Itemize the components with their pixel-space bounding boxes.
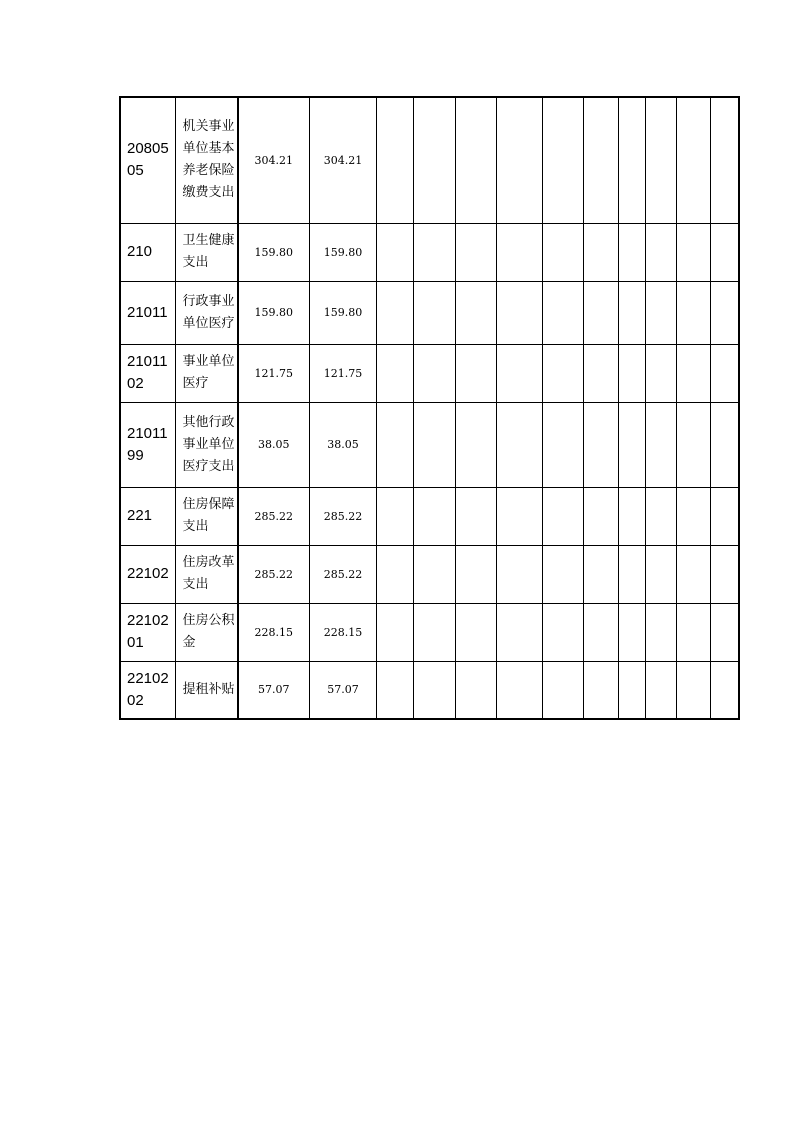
total-amount-cell: 285.22: [238, 487, 310, 545]
basic-amount-cell: 304.21: [310, 97, 377, 223]
basic-amount-cell: 285.22: [310, 545, 377, 603]
empty-amount-cell: [543, 603, 584, 661]
empty-amount-cell: [543, 661, 584, 719]
empty-amount-cell: [584, 402, 619, 487]
subject-name-cell: [175, 281, 238, 344]
subject-code-cell: 2101199: [120, 402, 175, 487]
empty-amount-cell: [584, 487, 619, 545]
empty-amount-cell: [677, 344, 711, 402]
subject-code-cell: 221: [120, 487, 175, 545]
empty-amount-cell: [646, 661, 677, 719]
total-amount-cell: 159.80: [238, 281, 310, 344]
subject-name-text: 行政事业单位医疗: [182, 293, 235, 331]
empty-amount-cell: [584, 344, 619, 402]
subject-code-cell: 210: [120, 223, 175, 281]
empty-amount-cell: [377, 545, 414, 603]
empty-amount-cell: [584, 603, 619, 661]
empty-amount-cell: [414, 223, 456, 281]
empty-amount-cell: [543, 344, 584, 402]
table-row: [120, 97, 739, 223]
empty-amount-cell: [677, 97, 711, 223]
empty-amount-cell: [414, 603, 456, 661]
empty-amount-cell: [711, 344, 739, 402]
basic-amount-cell: 228.15: [310, 603, 377, 661]
budget-expenditure-table: [119, 96, 740, 720]
empty-amount-cell: [456, 344, 497, 402]
subject-code-cell: 21011: [120, 281, 175, 344]
empty-amount-cell: [584, 545, 619, 603]
subject-name-cell: [175, 402, 238, 487]
empty-amount-cell: [414, 97, 456, 223]
empty-amount-cell: [497, 223, 543, 281]
empty-amount-cell: [543, 545, 584, 603]
empty-amount-cell: [646, 281, 677, 344]
empty-amount-cell: [414, 344, 456, 402]
empty-amount-cell: [711, 545, 739, 603]
empty-amount-cell: [377, 661, 414, 719]
total-amount-cell: 228.15: [238, 603, 310, 661]
subject-name-cell: [175, 661, 238, 719]
empty-amount-cell: [584, 223, 619, 281]
subject-name-cell: [175, 97, 238, 223]
empty-amount-cell: [619, 545, 646, 603]
subject-name-text: 住房公积金: [182, 613, 235, 650]
empty-amount-cell: [377, 344, 414, 402]
empty-amount-cell: [619, 281, 646, 344]
total-amount-cell: 159.80: [238, 223, 310, 281]
empty-amount-cell: [456, 97, 497, 223]
empty-amount-cell: [497, 545, 543, 603]
empty-amount-cell: [543, 487, 584, 545]
subject-name-text: 其他行政事业单位医疗支出: [182, 414, 235, 474]
empty-amount-cell: [619, 402, 646, 487]
subject-name-cell: [175, 545, 238, 603]
basic-amount-cell: 121.75: [310, 344, 377, 402]
subject-name-text: 事业单位医疗: [182, 354, 235, 391]
empty-amount-cell: [456, 281, 497, 344]
subject-name-text: 提租补贴: [182, 681, 235, 697]
total-amount-cell: 121.75: [238, 344, 310, 402]
empty-amount-cell: [677, 487, 711, 545]
empty-amount-cell: [646, 97, 677, 223]
empty-amount-cell: [619, 344, 646, 402]
empty-amount-cell: [414, 281, 456, 344]
empty-amount-cell: [497, 402, 543, 487]
table-row: [120, 603, 739, 661]
empty-amount-cell: [497, 281, 543, 344]
empty-amount-cell: [677, 402, 711, 487]
empty-amount-cell: [414, 402, 456, 487]
empty-amount-cell: [543, 223, 584, 281]
empty-amount-cell: [456, 661, 497, 719]
subject-name-text: 机关事业单位基本养老保险缴费支出: [182, 119, 235, 201]
empty-amount-cell: [377, 487, 414, 545]
empty-amount-cell: [456, 603, 497, 661]
empty-amount-cell: [414, 661, 456, 719]
basic-amount-cell: 57.07: [310, 661, 377, 719]
empty-amount-cell: [497, 344, 543, 402]
empty-amount-cell: [711, 281, 739, 344]
empty-amount-cell: [711, 402, 739, 487]
subject-code-cell: 2210201: [120, 603, 175, 661]
empty-amount-cell: [377, 223, 414, 281]
empty-amount-cell: [619, 97, 646, 223]
empty-amount-cell: [711, 487, 739, 545]
empty-amount-cell: [414, 545, 456, 603]
empty-amount-cell: [497, 97, 543, 223]
empty-amount-cell: [543, 402, 584, 487]
table-row: [120, 223, 739, 281]
table-row: [120, 281, 739, 344]
empty-amount-cell: [543, 97, 584, 223]
subject-name-text: 住房保障支出: [182, 497, 235, 534]
empty-amount-cell: [619, 223, 646, 281]
empty-amount-cell: [497, 603, 543, 661]
empty-amount-cell: [619, 487, 646, 545]
empty-amount-cell: [456, 487, 497, 545]
empty-amount-cell: [456, 545, 497, 603]
empty-amount-cell: [711, 661, 739, 719]
total-amount-cell: 38.05: [238, 402, 310, 487]
basic-amount-cell: 38.05: [310, 402, 377, 487]
empty-amount-cell: [377, 603, 414, 661]
empty-amount-cell: [543, 281, 584, 344]
basic-amount-cell: 159.80: [310, 223, 377, 281]
empty-amount-cell: [619, 661, 646, 719]
basic-amount-cell: 159.80: [310, 281, 377, 344]
empty-amount-cell: [414, 487, 456, 545]
empty-amount-cell: [497, 487, 543, 545]
empty-amount-cell: [646, 545, 677, 603]
empty-amount-cell: [646, 223, 677, 281]
total-amount-cell: 304.21: [238, 97, 310, 223]
empty-amount-cell: [377, 402, 414, 487]
empty-amount-cell: [646, 487, 677, 545]
empty-amount-cell: [711, 603, 739, 661]
subject-code-cell: 22102: [120, 545, 175, 603]
table-row: [120, 661, 739, 719]
empty-amount-cell: [711, 97, 739, 223]
empty-amount-cell: [619, 603, 646, 661]
table-row: [120, 344, 739, 402]
subject-name-text: 卫生健康支出: [182, 233, 235, 270]
total-amount-cell: 285.22: [238, 545, 310, 603]
empty-amount-cell: [677, 603, 711, 661]
subject-name-cell: [175, 603, 238, 661]
table-row: [120, 487, 739, 545]
empty-amount-cell: [584, 97, 619, 223]
empty-amount-cell: [456, 223, 497, 281]
subject-name-text: 住房改革支出: [182, 555, 235, 592]
subject-name-cell: [175, 487, 238, 545]
subject-code-cell: 2101102: [120, 344, 175, 402]
empty-amount-cell: [584, 281, 619, 344]
empty-amount-cell: [377, 97, 414, 223]
empty-amount-cell: [646, 344, 677, 402]
table-body: [120, 97, 739, 719]
basic-amount-cell: 285.22: [310, 487, 377, 545]
empty-amount-cell: [711, 223, 739, 281]
empty-amount-cell: [584, 661, 619, 719]
total-amount-cell: 57.07: [238, 661, 310, 719]
empty-amount-cell: [677, 223, 711, 281]
subject-code-cell: 2210202: [120, 661, 175, 719]
subject-name-cell: [175, 223, 238, 281]
empty-amount-cell: [677, 281, 711, 344]
empty-amount-cell: [377, 281, 414, 344]
empty-amount-cell: [677, 545, 711, 603]
table-row: [120, 402, 739, 487]
empty-amount-cell: [497, 661, 543, 719]
empty-amount-cell: [677, 661, 711, 719]
subject-code-cell: 2080505: [120, 97, 175, 223]
subject-name-cell: [175, 344, 238, 402]
empty-amount-cell: [646, 402, 677, 487]
empty-amount-cell: [646, 603, 677, 661]
table-row: [120, 545, 739, 603]
empty-amount-cell: [456, 402, 497, 487]
